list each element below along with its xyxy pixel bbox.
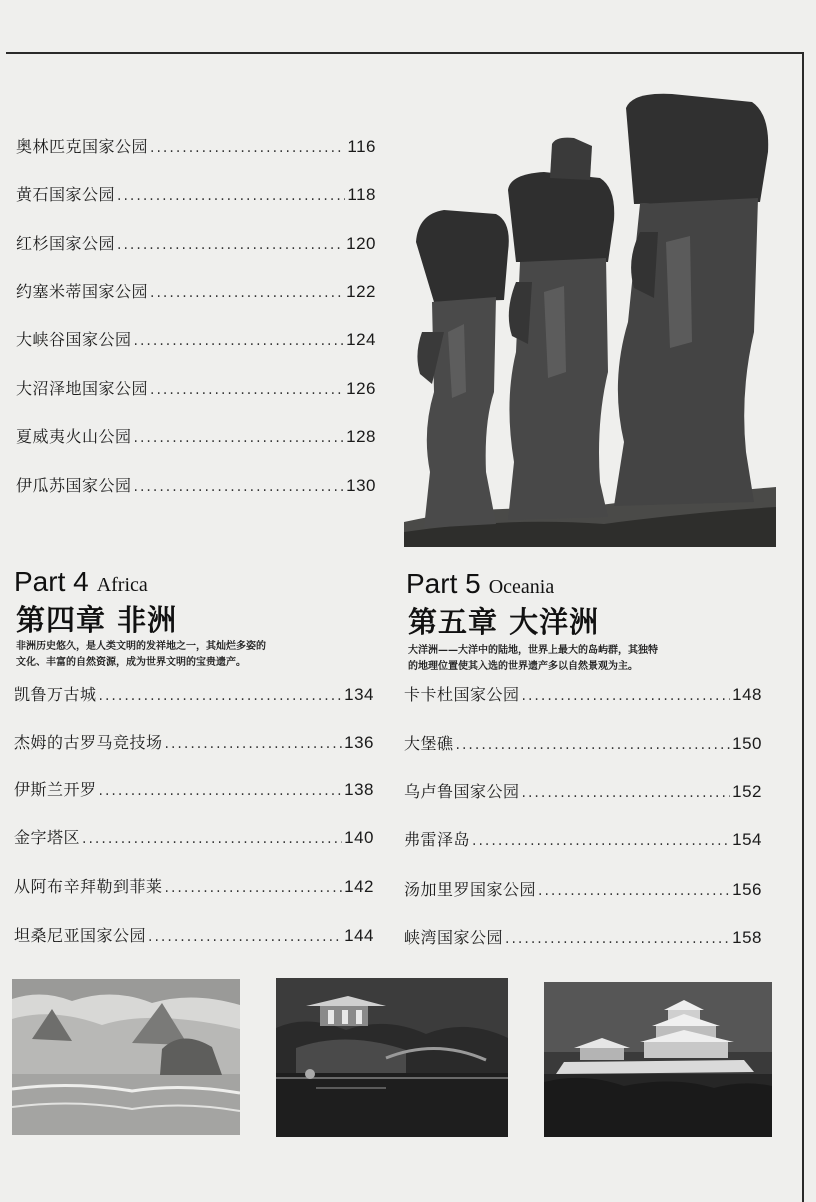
toc-entry[interactable] bbox=[16, 279, 376, 302]
toc-entry-page: 124 bbox=[346, 330, 376, 349]
chapter5-intro bbox=[408, 643, 778, 675]
chapter5-intro-line: 的地理位置使其入选的世界遗产多以自然景观为主。 bbox=[408, 661, 638, 672]
chapter5-title: 第五章 大洋洲 bbox=[408, 605, 600, 639]
toc-entry-page: 142 bbox=[344, 877, 374, 896]
dot-leader bbox=[505, 931, 730, 947]
toc-entry[interactable] bbox=[16, 182, 376, 205]
toc-entry-label: 从阿布辛拜勒到菲莱 bbox=[14, 877, 163, 896]
chapter4-intro-line: 文化、丰富的自然资源，成为世界文明的宝贵遗产。 bbox=[16, 657, 246, 668]
toc-entry-label: 弗雷泽岛 bbox=[404, 830, 471, 849]
toc-entry-page: 140 bbox=[344, 828, 374, 847]
toc-entry[interactable] bbox=[16, 231, 376, 254]
garden-landscape-photo bbox=[12, 979, 240, 1135]
dot-leader bbox=[522, 688, 731, 704]
dot-leader bbox=[99, 688, 343, 704]
toc-entry-label: 大峡谷国家公园 bbox=[16, 330, 132, 349]
part4-heading bbox=[14, 566, 148, 598]
toc-entry-page: 138 bbox=[344, 780, 374, 799]
toc-entry[interactable] bbox=[404, 731, 762, 754]
toc-entry-page: 152 bbox=[732, 782, 762, 801]
toc-entry[interactable] bbox=[14, 682, 374, 705]
part4-english-title: Africa bbox=[96, 574, 148, 596]
dot-leader bbox=[522, 785, 731, 801]
toc-entry-label: 凯鲁万古城 bbox=[14, 685, 97, 704]
chapter4-intro bbox=[16, 639, 386, 671]
toc-entry-page: 144 bbox=[344, 926, 374, 945]
toc-entry[interactable] bbox=[404, 827, 762, 850]
toc-entry-page: 122 bbox=[346, 282, 376, 301]
dot-leader bbox=[134, 479, 345, 495]
toc-entry-label: 伊瓜苏国家公园 bbox=[16, 476, 132, 495]
dot-leader bbox=[150, 140, 345, 156]
dot-leader bbox=[150, 285, 344, 301]
toc-entry[interactable] bbox=[404, 779, 762, 802]
toc-entry-label: 红杉国家公园 bbox=[16, 234, 116, 253]
toc-entry-page: 158 bbox=[732, 928, 762, 947]
dot-leader bbox=[150, 382, 344, 398]
toc-entry-page: 120 bbox=[346, 234, 376, 253]
toc-entry-page: 116 bbox=[347, 137, 376, 156]
chapter5-intro-line: 大洋洲——大洋中的陆地，世界上最大的岛屿群，其独特 bbox=[408, 645, 658, 656]
toc-entry-label: 黄石国家公园 bbox=[16, 185, 116, 204]
toc-entry-label: 约塞米蒂国家公园 bbox=[16, 282, 149, 301]
toc-entry-label: 乌卢鲁国家公园 bbox=[404, 782, 520, 801]
dot-leader bbox=[165, 880, 343, 896]
toc-entry-label: 金字塔区 bbox=[14, 828, 81, 847]
toc-entry-page: 148 bbox=[732, 685, 762, 704]
toc-entry-page: 150 bbox=[732, 734, 762, 753]
chapter4-title: 第四章 非洲 bbox=[16, 603, 178, 637]
dot-leader bbox=[134, 430, 345, 446]
toc-entry-page: 130 bbox=[346, 476, 376, 495]
part5-english-title: Oceania bbox=[488, 576, 555, 598]
dot-leader bbox=[117, 188, 345, 204]
toc-entry-label: 汤加里罗国家公园 bbox=[404, 880, 537, 899]
toc-entry[interactable] bbox=[14, 923, 374, 946]
toc-entry[interactable] bbox=[16, 473, 376, 496]
toc-entry[interactable] bbox=[404, 682, 762, 705]
toc-entry[interactable] bbox=[404, 925, 762, 948]
toc-entry-page: 136 bbox=[344, 733, 374, 752]
toc-entry-label: 伊斯兰开罗 bbox=[14, 780, 97, 799]
dot-leader bbox=[472, 833, 730, 849]
dot-leader bbox=[165, 736, 343, 752]
dot-leader bbox=[148, 929, 342, 945]
dot-leader bbox=[538, 883, 730, 899]
toc-entry[interactable] bbox=[14, 777, 374, 800]
toc-entry-label: 夏威夷火山公园 bbox=[16, 427, 132, 446]
pavilion-night-photo bbox=[276, 978, 508, 1137]
part5-number: Part 5 bbox=[406, 568, 481, 599]
toc-entry-label: 卡卡杜国家公园 bbox=[404, 685, 520, 704]
dot-leader bbox=[456, 737, 731, 753]
dot-leader bbox=[134, 333, 345, 349]
toc-entry-label: 杰姆的古罗马竞技场 bbox=[14, 733, 163, 752]
toc-entry-label: 大堡礁 bbox=[404, 734, 454, 753]
toc-entry[interactable] bbox=[16, 376, 376, 399]
dot-leader bbox=[99, 783, 343, 799]
toc-entry-page: 156 bbox=[732, 880, 762, 899]
toc-entry[interactable] bbox=[14, 825, 374, 848]
toc-entry-label: 大沼泽地国家公园 bbox=[16, 379, 149, 398]
toc-entry-page: 126 bbox=[346, 379, 376, 398]
toc-entry-label: 奥林匹克国家公园 bbox=[16, 137, 149, 156]
toc-entry[interactable] bbox=[14, 874, 374, 897]
toc-entry-page: 118 bbox=[347, 185, 376, 204]
dot-leader bbox=[82, 831, 342, 847]
moai-statues-photo bbox=[404, 92, 776, 547]
toc-entry[interactable] bbox=[16, 424, 376, 447]
toc-entry[interactable] bbox=[16, 327, 376, 350]
dot-leader bbox=[117, 237, 344, 253]
chapter4-intro-line: 非洲历史悠久，是人类文明的发祥地之一，其灿烂多姿的 bbox=[16, 641, 266, 652]
toc-entry[interactable] bbox=[16, 134, 376, 157]
toc-entry[interactable] bbox=[14, 730, 374, 753]
part5-heading bbox=[406, 568, 554, 600]
toc-entry-label: 坦桑尼亚国家公园 bbox=[14, 926, 147, 945]
castle-photo bbox=[544, 982, 772, 1137]
toc-entry-label: 峡湾国家公园 bbox=[404, 928, 504, 947]
toc-entry[interactable] bbox=[404, 877, 762, 900]
part4-number: Part 4 bbox=[14, 566, 89, 597]
toc-entry-page: 134 bbox=[344, 685, 374, 704]
toc-entry-page: 128 bbox=[346, 427, 376, 446]
toc-entry-page: 154 bbox=[732, 830, 762, 849]
